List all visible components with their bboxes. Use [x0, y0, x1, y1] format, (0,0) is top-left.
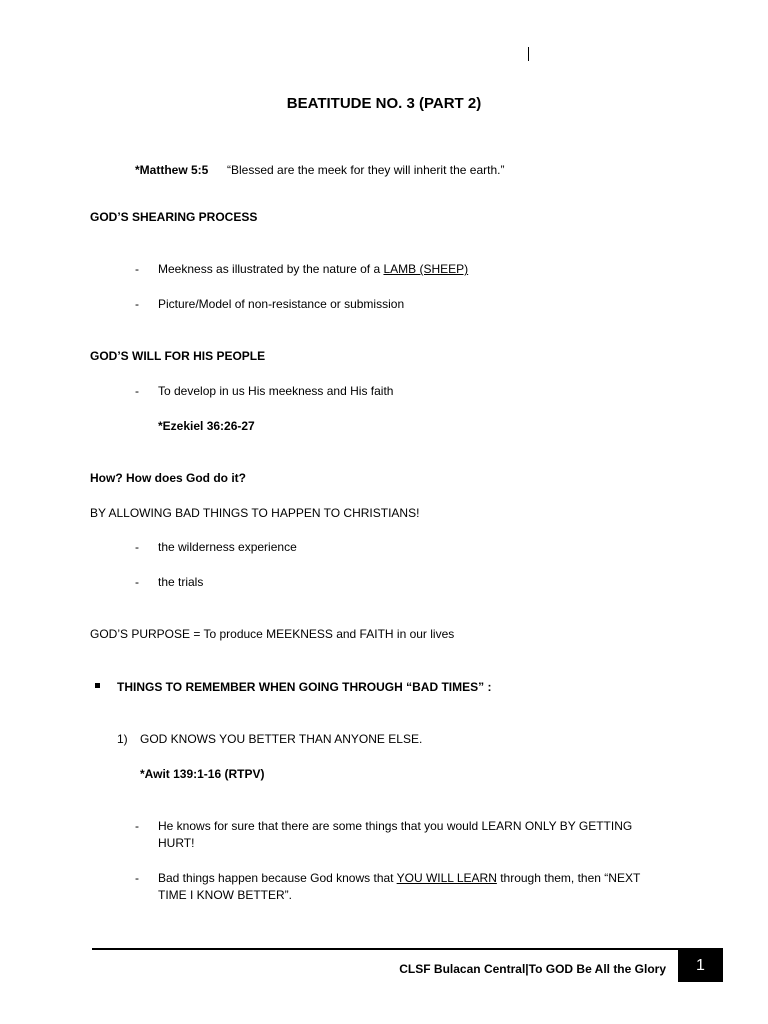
list-item [158, 261, 468, 277]
list-item: To develop in us His meekness and His faith [158, 384, 394, 398]
verse-reference: *Matthew 5:5 [135, 163, 209, 177]
text-cursor [528, 47, 529, 61]
awit-reference: *Awit 139:1-16 (RTPV) [140, 767, 265, 781]
verse-text: “Blessed are the meek for they will inherit the earth.” [227, 163, 505, 177]
page-title: BEATITUDE NO. 3 (PART 2) [286, 95, 482, 112]
footer-text: CLSF Bulacan Central|To GOD Be All the Glory [399, 962, 666, 976]
how-statement: BY ALLOWING BAD THINGS TO HAPPEN TO CHRISTIANS! [90, 506, 420, 520]
you-will-learn-underlined: YOU WILL LEARN [396, 871, 497, 885]
list-item: the trials [158, 575, 204, 589]
heading-how: How? How does God do it? [90, 471, 246, 485]
list-item-text: Bad things happen because God knows that [158, 871, 397, 885]
list-item-line1: He knows for sure that there are some things that you would LEARN ONLY BY GETTING [158, 819, 633, 833]
list-dash: - [135, 297, 139, 311]
page-number: 1 [696, 957, 705, 974]
page-number-box [678, 950, 723, 982]
list-dash: - [135, 819, 139, 833]
list-dash: - [135, 262, 139, 276]
heading-things-to-remember: THINGS TO REMEMBER WHEN GOING THROUGH “BAD TIMES” : [117, 680, 492, 694]
list-dash: - [135, 575, 139, 589]
list-item-line1 [158, 870, 640, 886]
list-item-text: Meekness as illustrated by the nature of a [158, 262, 384, 276]
lamb-sheep-underlined: LAMB (SHEEP) [383, 262, 469, 276]
list-dash: - [135, 871, 139, 885]
gods-purpose: GOD’S PURPOSE = To produce MEEKNESS and FAITH in our lives [90, 627, 455, 641]
list-item-line2: HURT! [158, 836, 195, 850]
list-dash: - [135, 540, 139, 554]
square-bullet-icon [95, 683, 100, 688]
point-text: GOD KNOWS YOU BETTER THAN ANYONE ELSE. [140, 732, 423, 746]
list-item: Picture/Model of non-resistance or submission [158, 297, 405, 311]
point-number: 1) [117, 732, 128, 746]
list-item: the wilderness experience [158, 540, 297, 554]
heading-gods-will: GOD’S WILL FOR HIS PEOPLE [90, 349, 266, 363]
ezekiel-reference: *Ezekiel 36:26-27 [158, 419, 255, 433]
list-item-text: through them, then “NEXT [496, 871, 641, 885]
list-dash: - [135, 384, 139, 398]
heading-shearing-process: GOD’S SHEARING PROCESS [90, 210, 258, 224]
footer-divider [92, 948, 723, 950]
list-item-line2: TIME I KNOW BETTER”. [158, 888, 292, 902]
